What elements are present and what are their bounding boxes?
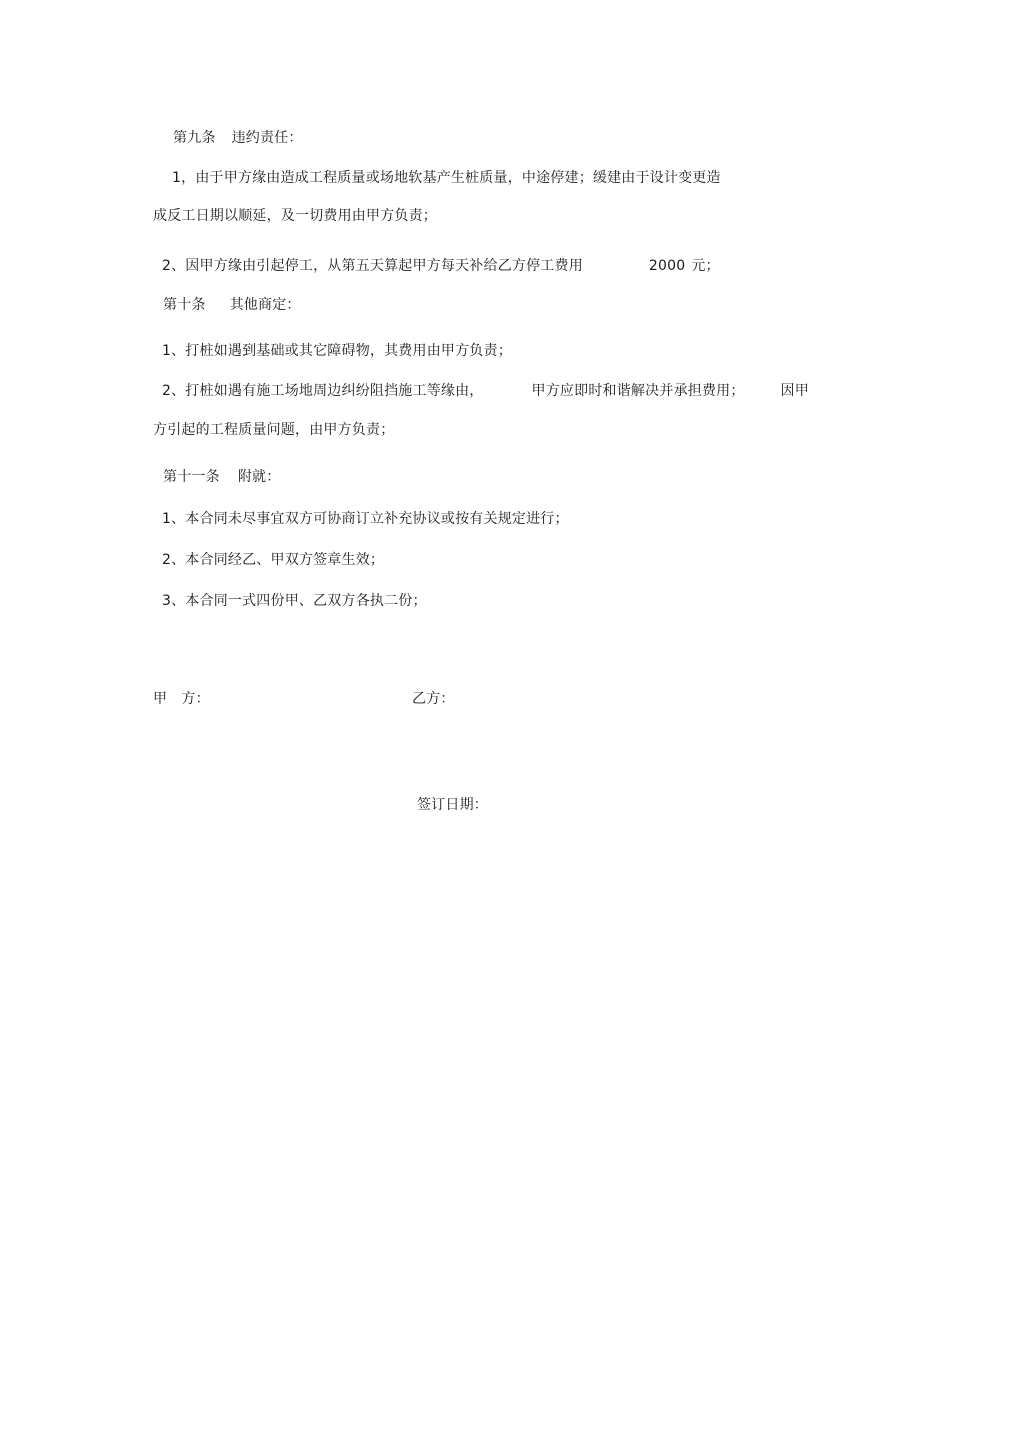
article9-item1-num: 1， xyxy=(172,170,196,186)
article10-item2-continuation: 方引起的工程质量问题，由甲方负责； xyxy=(153,422,395,438)
article9-item2-unit: 元； xyxy=(691,258,720,274)
article9-item2-amount: 2000 xyxy=(648,258,686,274)
article10-item2-part2: 甲方应即时和谐解决并承担费用； xyxy=(531,383,745,399)
party-b-signature-label: 乙方： xyxy=(412,691,455,707)
article10-heading-line xyxy=(163,296,301,314)
article9-heading: 第九条 xyxy=(173,130,216,146)
article9-title: 违约责任： xyxy=(231,130,303,146)
article9-item1-line xyxy=(172,169,721,187)
article9-item2-line xyxy=(162,257,720,275)
article10-item2-part1: 2、打桩如遇有施工场地周边纠纷阻挡施工等缘由， xyxy=(162,383,484,399)
article10-item2-part3: 因甲 xyxy=(780,383,809,399)
article11-heading: 第十一条 xyxy=(163,469,220,485)
article11-item2: 2、本合同经乙、甲双方签章生效； xyxy=(162,552,385,568)
signing-date-label: 签订日期： xyxy=(417,797,488,813)
article11-item1: 1、本合同未尽事宜双方可协商订立补充协议或按有关规定进行； xyxy=(162,511,569,527)
article9-heading-line xyxy=(173,129,303,147)
article10-title: 其他商定： xyxy=(229,297,301,313)
party-a-signature-label: 甲 方： xyxy=(153,691,210,707)
article10-heading: 第十条 xyxy=(163,297,206,313)
article11-item3: 3、本合同一式四份甲、乙双方各执二份； xyxy=(162,593,427,609)
article9-item1-text: 由于甲方缘由造成工程质量或场地软基产生桩质量，中途停建；缓建由于设计变更造 xyxy=(195,170,721,186)
article10-item1: 1、打桩如遇到基础或其它障碍物，其费用由甲方负责； xyxy=(162,343,512,359)
article11-heading-line xyxy=(163,468,280,486)
article10-item2-line xyxy=(162,382,809,400)
article9-item1-continuation: 成反工日期以顺延，及一切费用由甲方负责； xyxy=(153,208,437,224)
article9-item2-text: 2、因甲方缘由引起停工，从第五天算起甲方每天补给乙方停工费用 xyxy=(162,258,583,274)
article11-title: 附就： xyxy=(237,469,281,485)
